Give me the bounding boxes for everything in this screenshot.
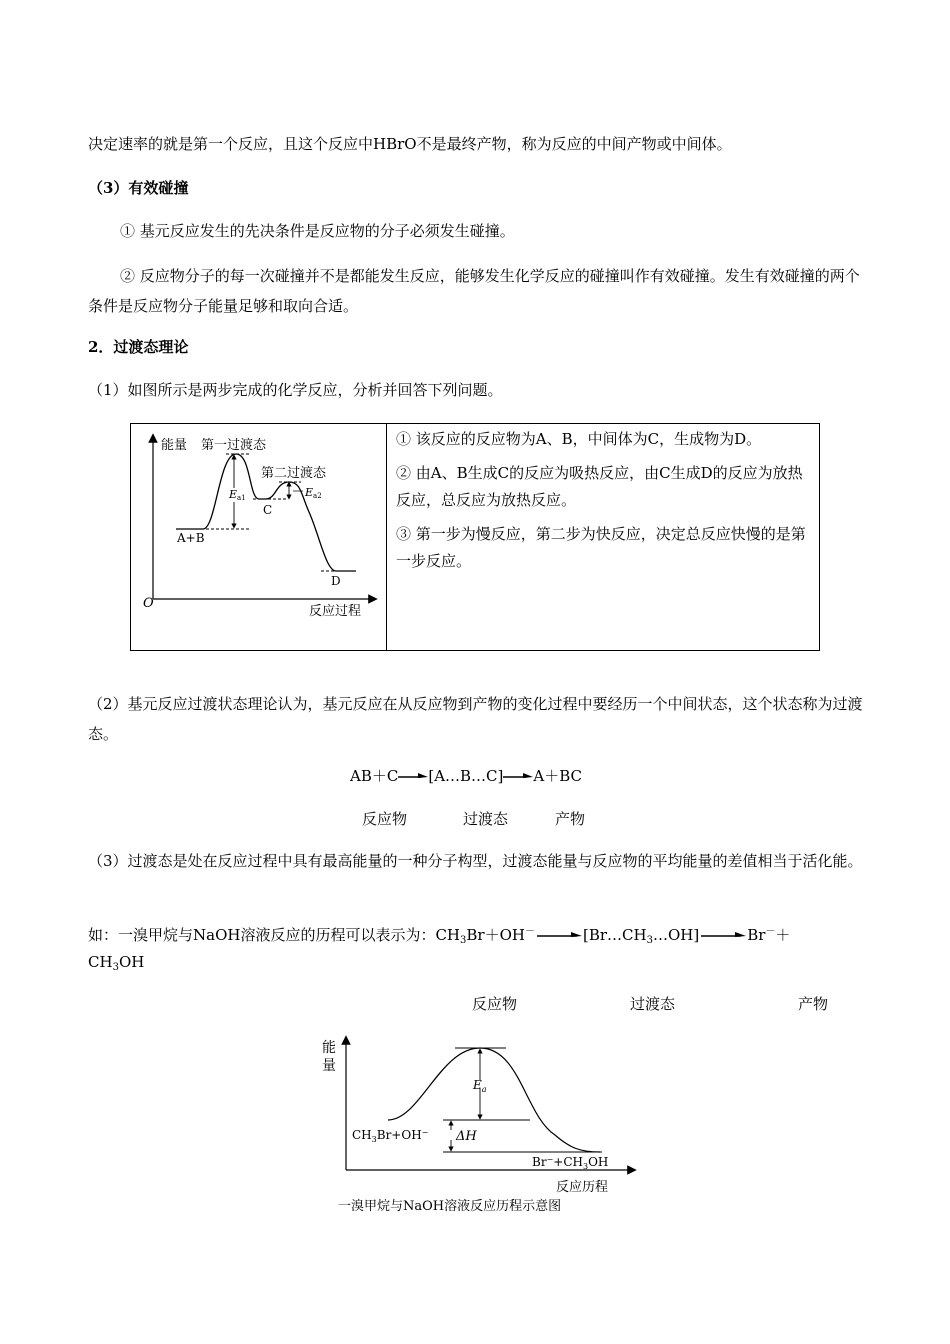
example-product-b: ＋ — [775, 926, 791, 944]
example-arrow-2 — [699, 931, 747, 941]
example-label-reactant: 反应物 — [472, 995, 518, 1013]
equation-1 — [350, 764, 582, 788]
x-axis-label: 反应历程 — [556, 1180, 609, 1195]
example-line2-a: CH — [88, 953, 113, 971]
two-step-energy-diagram — [131, 424, 386, 652]
effective-collision-item-1: ① 基元反应发生的先决条件是反应物的分子必须发生碰撞。 — [120, 222, 515, 240]
y-axis-label: 能量 — [161, 438, 188, 453]
eq1-arrow-1 — [398, 772, 428, 782]
ts2-label: 第二过渡态 — [261, 466, 327, 481]
section-title-effective-collision: （3）有效碰撞 — [88, 179, 189, 197]
question-2-text: （2）基元反应过渡状态理论认为，基元反应在从反应物到产物的变化过程中要经历一个中间状态，这个状态称为过渡态。 — [88, 695, 863, 743]
example-reactant-a: CH — [435, 926, 461, 944]
example-line-1 — [88, 920, 790, 953]
example-label-ts: 过渡态 — [630, 995, 676, 1013]
answer-1: ① 该反应的反应物为A、B，中间体为C，生成物为D。 — [396, 430, 762, 448]
example-ts-b: …OH] — [652, 926, 700, 944]
example-product-sup: － — [765, 926, 776, 937]
y-axis-label-1: 能 — [322, 1040, 336, 1056]
example-product-a: Br — [747, 926, 766, 944]
bromomethane-energy-diagram — [310, 1030, 650, 1220]
eq1-label-reactant: 反应物 — [362, 810, 408, 828]
intermediate-label: C — [263, 503, 273, 517]
ea1-label: Ea1 — [229, 488, 246, 502]
product-formula: $Br^-+CH_3OH$ — [532, 1155, 609, 1171]
origin-label: O — [143, 596, 154, 611]
effective-collision-item-2: ② 反应物分子的每一次碰撞并不是都能发生反应，能够发生化学反应的碰撞叫作有效碰撞。发生有效碰撞的两个条件是反应物分子能量足够和取向合适。 — [88, 267, 860, 315]
example-line-2 — [88, 950, 144, 980]
ea2-label: Ea2 — [305, 486, 322, 500]
intro-paragraph: 决定速率的就是第一个反应，且这个反应中HBrO不是最终产物，称为反应的中间产物或中间体。 — [88, 135, 732, 153]
analysis-table — [130, 423, 820, 651]
ea-label: $E_a$ — [473, 1078, 487, 1094]
reactants-label: A+B — [177, 531, 205, 545]
example-reactant-b: Br＋OH — [466, 926, 525, 944]
example-label-product: 产物 — [798, 995, 829, 1013]
question-3-text: （3）过渡态是处在反应过程中具有最高能量的一种分子构型，过渡态能量与反应物的平均能量的差值相当于活化能。 — [88, 852, 863, 870]
answer-2: ② 由A、B生成C的反应为吸热反应，由C生成D的反应为放热反应，总反应为放热反应。 — [396, 464, 803, 509]
dh-label: ΔH — [456, 1129, 477, 1144]
example-ts-sub: 3 — [646, 935, 653, 946]
example-prefix: 如：一溴甲烷与NaOH溶液反应的历程可以表示为： — [88, 926, 436, 944]
example-reactant-sup: － — [524, 926, 535, 937]
question-1-text: （1）如图所示是两步完成的化学反应，分析并回答下列问题。 — [88, 381, 503, 399]
eq1-label-product: 产物 — [555, 810, 586, 828]
x-axis-label: 反应过程 — [309, 604, 362, 619]
section-title-transition-state: 2．过渡态理论 — [88, 338, 189, 356]
eq1-product: A＋BC — [533, 767, 583, 785]
example-line2-b: OH — [118, 953, 145, 971]
ts1-label: 第一过渡态 — [201, 438, 267, 453]
example-arrow-1 — [535, 931, 583, 941]
eq1-ts: [A…B…C] — [428, 767, 504, 785]
example-ts-a: [Br…CH — [582, 926, 647, 944]
y-axis-label-2: 量 — [322, 1058, 336, 1074]
answer-3: ③ 第一步为慢反应，第二步为快反应，决定总反应快慢的是第一步反应。 — [396, 525, 806, 570]
product-label: D — [331, 574, 341, 588]
example-reactant-sub: 3 — [460, 935, 467, 946]
example-line2-sub: 3 — [112, 962, 119, 973]
diagram2-caption: 一溴甲烷与NaOH溶液反应历程示意图 — [338, 1199, 562, 1214]
answers-cell — [396, 426, 814, 582]
table-divider — [386, 424, 387, 650]
energy-diagram-cell — [131, 424, 386, 650]
reactant-formula: $CH_3Br+OH^-$ — [352, 1128, 429, 1144]
eq1-reactant: AB＋C — [350, 767, 399, 785]
eq1-label-ts: 过渡态 — [463, 810, 509, 828]
eq1-arrow-2 — [503, 772, 533, 782]
